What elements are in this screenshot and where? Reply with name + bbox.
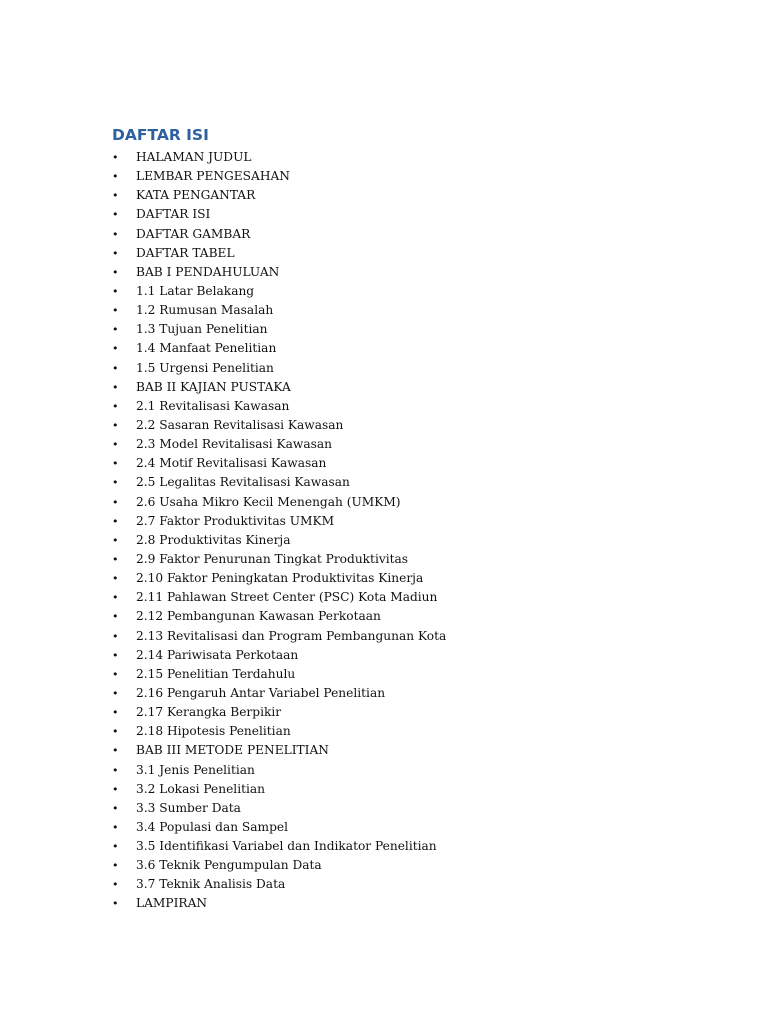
list-item — [112, 397, 446, 416]
list-item — [112, 894, 446, 913]
list-item — [112, 627, 446, 646]
bullet-icon: • — [112, 361, 119, 375]
list-item — [112, 837, 446, 856]
bullet-icon: • — [112, 304, 119, 318]
list-item-label: 2.1 Revitalisasi Kawasan — [136, 398, 290, 413]
list-item-label: BAB I PENDAHULUAN — [136, 264, 280, 279]
bullet-icon: • — [112, 552, 119, 566]
bullet-icon: • — [112, 572, 119, 586]
list-item — [112, 646, 446, 665]
list-item — [112, 263, 446, 282]
bullet-icon: • — [112, 265, 119, 279]
bullet-icon: • — [112, 189, 119, 203]
bullet-icon: • — [112, 820, 119, 834]
list-item-label: 2.12 Pembangunan Kawasan Perkotaan — [136, 609, 381, 624]
list-item-label: KATA PENGANTAR — [136, 188, 256, 203]
list-item-label: LEMBAR PENGESAHAN — [136, 169, 290, 184]
list-item — [112, 818, 446, 837]
list-item-label: 2.5 Legalitas Revitalisasi Kawasan — [136, 475, 350, 490]
list-item — [112, 607, 446, 626]
list-item-label: 2.16 Pengaruh Antar Variabel Penelitian — [136, 685, 386, 700]
list-item — [112, 359, 446, 378]
bullet-icon: • — [112, 438, 119, 452]
bullet-icon: • — [112, 725, 119, 739]
bullet-icon: • — [112, 629, 119, 643]
list-item — [112, 301, 446, 320]
bullet-icon: • — [112, 514, 119, 528]
bullet-icon: • — [112, 706, 119, 720]
list-item — [112, 761, 446, 780]
bullet-icon: • — [112, 840, 119, 854]
list-item — [112, 320, 446, 339]
list-item-label: 2.13 Revitalisasi dan Program Pembangunan Kota — [136, 628, 447, 643]
list-item-label: 1.3 Tujuan Penelitian — [136, 322, 268, 337]
bullet-icon: • — [112, 418, 119, 432]
list-item-label: 2.10 Faktor Peningkatan Produktivitas Kinerja — [136, 571, 424, 586]
list-item — [112, 186, 446, 205]
list-item — [112, 780, 446, 799]
bullet-icon: • — [112, 667, 119, 681]
list-item — [112, 722, 446, 741]
bullet-icon: • — [112, 610, 119, 624]
bullet-icon: • — [112, 151, 119, 164]
bullet-icon: • — [112, 284, 119, 298]
list-item — [112, 875, 446, 894]
list-item — [112, 225, 446, 244]
bullet-icon: • — [112, 859, 119, 873]
bullet-icon: • — [112, 686, 119, 700]
list-item — [112, 244, 446, 263]
list-item-label: 2.14 Pariwisata Perkotaan — [136, 647, 299, 662]
list-item-label: 1.1 Latar Belakang — [136, 283, 255, 298]
list-item — [112, 703, 446, 722]
bullet-icon: • — [112, 342, 119, 356]
list-item-label: 1.2 Rumusan Masalah — [136, 303, 274, 318]
table-of-contents-list — [112, 148, 446, 914]
list-item-label: 2.6 Usaha Mikro Kecil Menengah (UMKM) — [136, 494, 401, 509]
bullet-icon: • — [112, 246, 119, 260]
bullet-icon: • — [112, 897, 119, 911]
list-item-label: 2.7 Faktor Produktivitas UMKM — [136, 513, 335, 528]
bullet-icon: • — [112, 380, 119, 394]
list-item-label: 2.15 Penelitian Terdahulu — [136, 666, 296, 681]
bullet-icon: • — [112, 648, 119, 662]
bullet-icon: • — [112, 878, 119, 892]
list-item — [112, 569, 446, 588]
bullet-icon: • — [112, 763, 119, 777]
list-item — [112, 741, 446, 760]
list-item-label: 2.3 Model Revitalisasi Kawasan — [136, 437, 332, 452]
list-item — [112, 282, 446, 301]
list-item — [112, 378, 446, 397]
list-item-label: DAFTAR GAMBAR — [136, 226, 251, 241]
list-item — [112, 454, 446, 473]
list-item-label: 1.4 Manfaat Penelitian — [136, 341, 277, 356]
list-item-label: 2.4 Motif Revitalisasi Kawasan — [136, 456, 327, 471]
bullet-icon: • — [112, 457, 119, 471]
list-item-label: 3.1 Jenis Penelitian — [136, 762, 255, 777]
list-item-label: BAB III METODE PENELITIAN — [136, 743, 329, 758]
list-item — [112, 435, 446, 454]
list-item — [112, 473, 446, 492]
bullet-icon: • — [112, 744, 119, 758]
list-item-label: LAMPIRAN — [136, 896, 208, 911]
bullet-icon: • — [112, 495, 119, 509]
list-item-label: DAFTAR ISI — [136, 207, 211, 222]
list-item-label: BAB II KAJIAN PUSTAKA — [136, 379, 291, 394]
bullet-icon: • — [112, 323, 119, 337]
list-item-label: 3.4 Populasi dan Sampel — [136, 819, 289, 834]
bullet-icon: • — [112, 170, 119, 184]
bullet-icon: • — [112, 208, 119, 222]
list-item-label: 2.8 Produktivitas Kinerja — [136, 532, 291, 547]
list-item — [112, 167, 446, 186]
bullet-icon: • — [112, 227, 119, 241]
list-item-label: 1.5 Urgensi Penelitian — [136, 360, 274, 375]
list-item — [112, 416, 446, 435]
list-item — [112, 531, 446, 550]
list-item-label: 3.2 Lokasi Penelitian — [136, 781, 265, 796]
list-item-label: 2.9 Faktor Penurunan Tingkat Produktivitas — [136, 551, 409, 566]
list-item-label: 3.7 Teknik Analisis Data — [136, 877, 286, 892]
list-item — [112, 205, 446, 224]
list-item-label: 3.6 Teknik Pengumpulan Data — [136, 858, 322, 873]
list-item-label: HALAMAN JUDUL — [136, 150, 252, 164]
bullet-icon: • — [112, 533, 119, 547]
bullet-icon: • — [112, 591, 119, 605]
list-item-label: 2.17 Kerangka Berpikir — [136, 705, 282, 720]
list-item-label: 3.3 Sumber Data — [136, 800, 241, 815]
list-item-label: 2.2 Sasaran Revitalisasi Kawasan — [136, 417, 344, 432]
list-item — [112, 588, 446, 607]
page-title: DAFTAR ISI — [112, 126, 209, 144]
list-item — [112, 665, 446, 684]
list-item — [112, 550, 446, 569]
list-item — [112, 799, 446, 818]
list-item — [112, 339, 446, 358]
list-item-label: 3.5 Identifikasi Variabel dan Indikator Penelitian — [136, 839, 437, 854]
list-item — [112, 148, 446, 167]
list-item — [112, 684, 446, 703]
bullet-icon: • — [112, 782, 119, 796]
list-item — [112, 856, 446, 875]
bullet-icon: • — [112, 399, 119, 413]
bullet-icon: • — [112, 476, 119, 490]
list-item — [112, 512, 446, 531]
list-item-label: 2.11 Pahlawan Street Center (PSC) Kota Madiun — [136, 590, 438, 605]
list-item — [112, 493, 446, 512]
bullet-icon: • — [112, 801, 119, 815]
list-item-label: 2.18 Hipotesis Penelitian — [136, 724, 291, 739]
list-item-label: DAFTAR TABEL — [136, 245, 235, 260]
